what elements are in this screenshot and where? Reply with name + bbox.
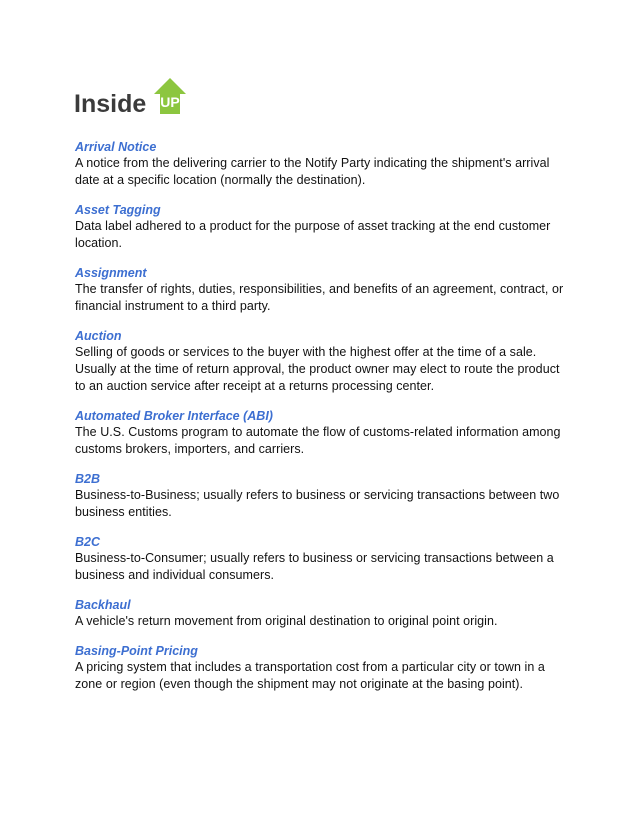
glossary-entry xyxy=(75,408,570,458)
svg-text:UP: UP xyxy=(160,94,180,110)
entry-term: Asset Tagging xyxy=(75,203,161,217)
entry-definition: The U.S. Customs program to automate the flow of customs-related information among customs brokers, importers, and carriers. xyxy=(75,425,561,456)
glossary-entry xyxy=(75,471,570,521)
entry-definition: A pricing system that includes a transportation cost from a particular city or town in a zone or region (even though the shipment may not originate at the basing point). xyxy=(75,660,545,691)
entry-term: Basing-Point Pricing xyxy=(75,644,198,658)
glossary-entry xyxy=(75,643,570,693)
entry-term: Backhaul xyxy=(75,598,131,612)
insideup-logo xyxy=(74,74,194,124)
entry-definition: The transfer of rights, duties, responsibilities, and benefits of an agreement, contract, or financial instrument to a third party. xyxy=(75,282,564,313)
entry-definition: Selling of goods or services to the buyer with the highest offer at the time of a sale. Usually at the time of return approval, the product owner may elect to route the product to an auction service after receipt at a returns processing center. xyxy=(75,345,560,393)
entry-term: B2C xyxy=(75,535,101,549)
entry-definition: Business-to-Business; usually refers to business or servicing transactions between two business entities. xyxy=(75,488,560,519)
entry-term: Assignment xyxy=(75,266,147,280)
glossary-entry xyxy=(75,265,570,315)
glossary-list xyxy=(75,139,570,706)
entry-term: Arrival Notice xyxy=(75,140,157,154)
entry-definition: A vehicle's return movement from original destination to original point origin. xyxy=(75,614,498,628)
entry-term: B2B xyxy=(75,472,101,486)
glossary-entry xyxy=(75,597,570,630)
entry-definition: Business-to-Consumer; usually refers to business or servicing transactions between a business and individual consumers. xyxy=(75,551,554,582)
glossary-entry xyxy=(75,328,570,395)
entry-term: Auction xyxy=(75,329,122,343)
entry-definition: Data label adhered to a product for the purpose of asset tracking at the end customer location. xyxy=(75,219,551,250)
glossary-entry xyxy=(75,139,570,189)
svg-text:Inside: Inside xyxy=(74,90,147,118)
entry-definition: A notice from the delivering carrier to the Notify Party indicating the shipment's arrival date at a specific location (normally the destination). xyxy=(75,156,550,187)
glossary-entry xyxy=(75,534,570,584)
entry-term: Automated Broker Interface (ABI) xyxy=(75,409,273,423)
glossary-entry xyxy=(75,202,570,252)
